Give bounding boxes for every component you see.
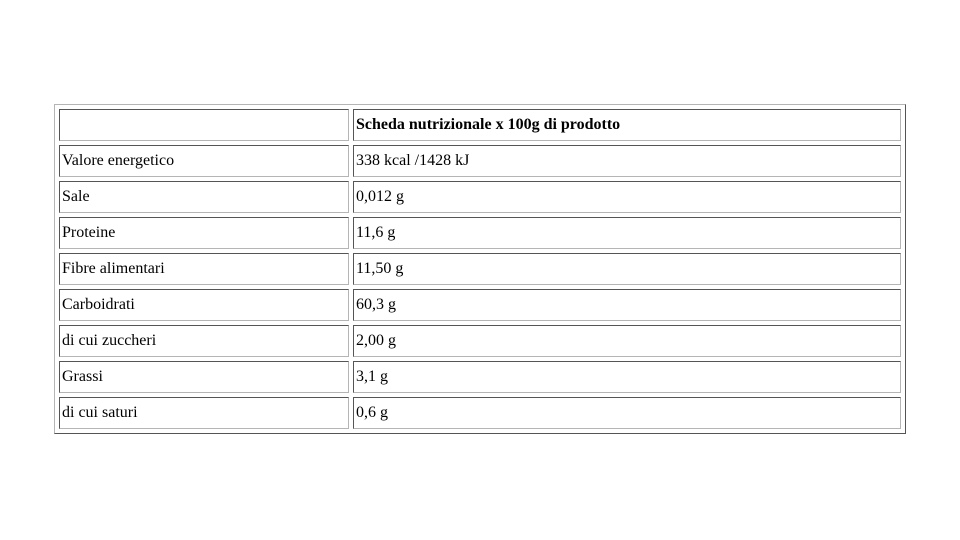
nutrient-label: Fibre alimentari [59,253,349,285]
nutrient-value: 11,6 g [353,217,901,249]
table-row [59,397,901,429]
table-row [59,253,901,285]
nutrient-value: 11,50 g [353,253,901,285]
nutrient-value: 60,3 g [353,289,901,321]
nutrient-label: Proteine [59,217,349,249]
table-header-row [59,109,901,141]
table-row [59,217,901,249]
nutrient-label: Grassi [59,361,349,393]
nutrient-value: 2,00 g [353,325,901,357]
nutrient-label: Valore energetico [59,145,349,177]
nutrient-label: Carboidrati [59,289,349,321]
nutrient-value: 3,1 g [353,361,901,393]
table-row [59,181,901,213]
nutrient-value: 0,012 g [353,181,901,213]
nutrient-label: di cui saturi [59,397,349,429]
header-empty-cell [59,109,349,141]
table-row [59,325,901,357]
nutrient-label: Sale [59,181,349,213]
nutrient-value: 338 kcal /1428 kJ [353,145,901,177]
header-title-cell: Scheda nutrizionale x 100g di prodotto [353,109,901,141]
table-row [59,145,901,177]
table-row [59,361,901,393]
table-row [59,289,901,321]
nutrient-value: 0,6 g [353,397,901,429]
nutrient-label: di cui zuccheri [59,325,349,357]
nutrition-table [54,104,906,434]
